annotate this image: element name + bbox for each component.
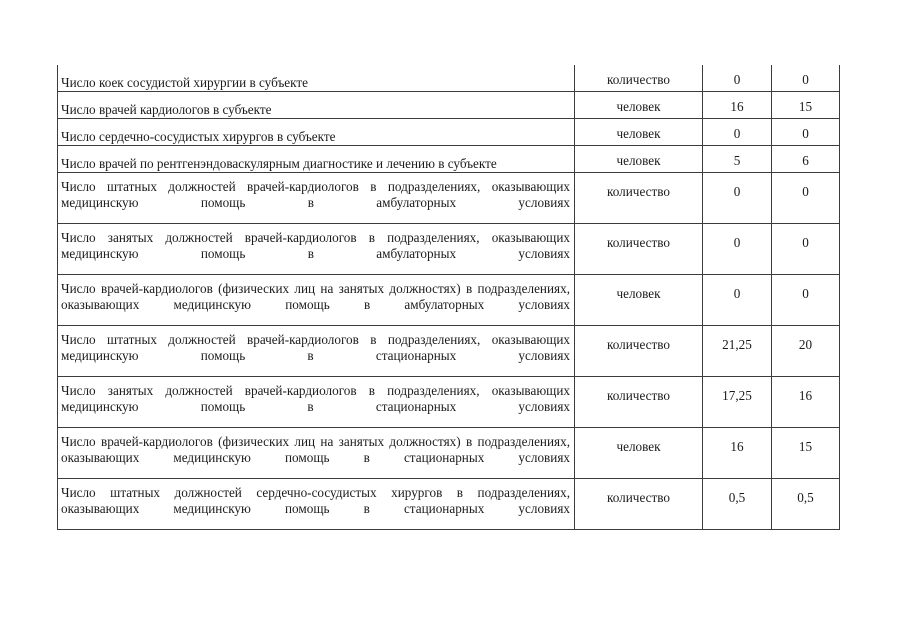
unit-cell: количество — [607, 72, 670, 87]
value-cell: 0 — [802, 286, 809, 301]
value-cell: 15 — [798, 99, 813, 114]
unit-cell: человек — [616, 439, 661, 454]
table-row — [58, 479, 840, 530]
value-cell: 0 — [802, 235, 809, 250]
value-cell: 16 — [730, 439, 744, 454]
indicator-name: Число врачей кардиологов в субъекте — [61, 102, 272, 117]
value-cell: 0 — [802, 126, 809, 141]
value-cell: 5 — [733, 153, 741, 168]
value-cell: 15 — [798, 439, 813, 454]
value-cell: 0,5 — [728, 490, 746, 505]
value-cell: 21,25 — [722, 337, 752, 352]
unit-cell: количество — [607, 235, 670, 250]
table-row — [58, 173, 840, 224]
table-row — [58, 92, 840, 119]
unit-cell: человек — [616, 126, 661, 141]
unit-cell: количество — [607, 388, 670, 403]
table-row — [58, 224, 840, 275]
indicator-name: Число штатных должностей сердечно-сосудистых хирургов в подразделениях, оказывающих медицинскую помощь в стационарных условиях — [61, 485, 570, 516]
indicator-name: Число врачей-кардиологов (физических лиц на занятых должностях) в подразделениях, оказывающих медицинскую помощь в стационарных условиях — [61, 434, 570, 465]
unit-cell: количество — [607, 184, 670, 199]
value-cell: 16 — [798, 388, 813, 403]
indicator-name: Число штатных должностей врачей-кардиологов в подразделениях, оказывающих медицинскую помощь в стационарных условиях — [61, 332, 570, 363]
value-cell: 0 — [733, 72, 741, 87]
table-row — [58, 428, 840, 479]
value-cell: 16 — [730, 99, 744, 114]
unit-cell: человек — [616, 153, 661, 168]
table-row — [58, 65, 840, 92]
indicator-name: Число коек сосудистой хирургии в субъекте — [61, 75, 308, 90]
table-row — [58, 146, 840, 173]
table-row — [58, 377, 840, 428]
value-cell: 17,25 — [722, 388, 752, 403]
indicators-table — [57, 65, 840, 530]
value-cell: 0 — [733, 126, 741, 141]
indicator-name: Число врачей-кардиологов (физических лиц на занятых должностях) в подразделениях, оказывающих медицинскую помощь в амбулаторных условиях — [61, 281, 570, 312]
unit-cell: человек — [616, 286, 661, 301]
value-cell: 0 — [802, 184, 809, 199]
indicator-name: Число занятых должностей врачей-кардиологов в подразделениях, оказывающих медицинскую помощь в стационарных условиях — [61, 383, 570, 414]
value-cell: 0 — [733, 184, 741, 199]
value-cell: 20 — [798, 337, 813, 352]
table-row — [58, 119, 840, 146]
unit-cell: количество — [607, 490, 670, 505]
unit-cell: человек — [616, 99, 661, 114]
unit-cell: количество — [607, 337, 670, 352]
table-row — [58, 275, 840, 326]
value-cell: 0 — [733, 235, 741, 250]
value-cell: 6 — [802, 153, 809, 168]
indicator-name: Число сердечно-сосудистых хирургов в субъекте — [61, 129, 336, 144]
table-row — [58, 326, 840, 377]
value-cell: 0 — [733, 286, 741, 301]
value-cell: 0,5 — [797, 490, 814, 505]
indicator-name: Число врачей по рентгенэндоваскулярным диагностике и лечению в субъекте — [61, 156, 497, 171]
indicator-name: Число занятых должностей врачей-кардиологов в подразделениях, оказывающих медицинскую помощь в амбулаторных условиях — [61, 230, 570, 261]
indicator-name: Число штатных должностей врачей-кардиологов в подразделениях, оказывающих медицинскую помощь в амбулаторных условиях — [61, 179, 570, 210]
value-cell: 0 — [802, 72, 809, 87]
